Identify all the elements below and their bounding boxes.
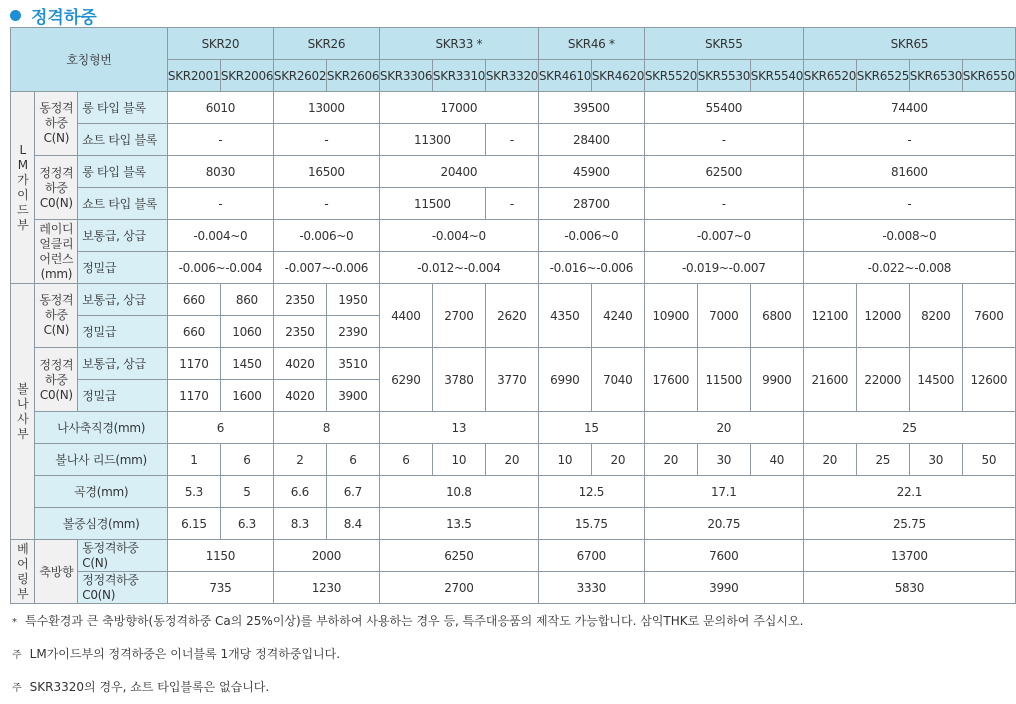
value-cell: 8030	[167, 156, 273, 188]
note-special	[12, 612, 803, 629]
value-cell: 1450	[220, 348, 273, 380]
lm-section-label: LM가이드부	[11, 92, 35, 284]
value-cell: 3510	[326, 348, 379, 380]
value-cell: 20	[591, 444, 644, 476]
value-cell: 6	[220, 444, 273, 476]
value-cell: 6700	[538, 540, 644, 572]
precision-grade-label: 정밀급	[78, 380, 168, 412]
lm-dyn-short-row	[11, 124, 1016, 156]
model-cell: SKR6525	[856, 60, 909, 92]
value-cell: 5	[220, 476, 273, 508]
value-cell: 6010	[167, 92, 273, 124]
lead-label: 볼나사 리드(mm)	[35, 444, 167, 476]
value-cell: -0.012~-0.004	[379, 252, 538, 284]
value-cell: 12.5	[538, 476, 644, 508]
lm-sta-long-row	[11, 156, 1016, 188]
value-cell: 62500	[644, 156, 803, 188]
value-cell: 6.15	[167, 508, 220, 540]
ball-dyn-label: 동정격하중 C(N)	[35, 284, 78, 348]
value-cell: 21600	[803, 348, 856, 412]
value-cell: 7600	[644, 540, 803, 572]
value-cell: -0.006~-0.004	[167, 252, 273, 284]
value-cell: 5.3	[167, 476, 220, 508]
value-cell: 55400	[644, 92, 803, 124]
value-cell: 2350	[273, 284, 326, 316]
model-cell: SKR2602	[273, 60, 326, 92]
normal-grade-label: 보통급, 상급	[78, 284, 168, 316]
root-dia-row	[11, 476, 1016, 508]
normal-grade-label: 보통급, 상급	[78, 220, 168, 252]
note-mark: 주	[12, 683, 22, 694]
model-cell: SKR6550	[962, 60, 1015, 92]
value-cell: 1170	[167, 380, 220, 412]
value-cell: 28700	[538, 188, 644, 220]
value-cell: 1	[167, 444, 220, 476]
value-cell: -0.004~0	[379, 220, 538, 252]
value-cell: 3330	[538, 572, 644, 604]
value-cell: 6	[379, 444, 432, 476]
model-cell: SKR4620	[591, 60, 644, 92]
value-cell: 11500	[697, 348, 750, 412]
shaft-dia-row	[11, 412, 1016, 444]
value-cell: 6	[167, 412, 273, 444]
value-cell: 13	[379, 412, 538, 444]
bullet-icon	[10, 10, 21, 21]
lm-sta-label: 정정격하중 C0(N)	[35, 156, 78, 220]
value-cell: 3900	[326, 380, 379, 412]
value-cell: 6.3	[220, 508, 273, 540]
value-cell: 45900	[538, 156, 644, 188]
value-cell: 13700	[803, 540, 1015, 572]
model-cell: SKR3306	[379, 60, 432, 92]
value-cell: 735	[167, 572, 273, 604]
value-cell: 20.75	[644, 508, 803, 540]
value-cell: 1150	[167, 540, 273, 572]
value-cell: 12600	[962, 348, 1015, 412]
value-cell: 660	[167, 284, 220, 316]
value-cell: 81600	[803, 156, 1015, 188]
value-cell: 39500	[538, 92, 644, 124]
value-cell: -0.007~0	[644, 220, 803, 252]
value-cell: 8.3	[273, 508, 326, 540]
value-cell: 4240	[591, 284, 644, 348]
value-cell: 11300	[379, 124, 485, 156]
value-cell: 10.8	[379, 476, 538, 508]
short-block-label: 쇼트 타입 블록	[78, 124, 168, 156]
bearing-sta-label: 정정격하중 C0(N)	[78, 572, 168, 604]
value-cell: -	[167, 188, 273, 220]
value-cell: 11500	[379, 188, 485, 220]
model-cell: SKR6530	[909, 60, 962, 92]
note-mark: 주	[12, 650, 22, 661]
axial-label: 축방향	[35, 540, 78, 604]
value-cell: 3770	[485, 348, 538, 412]
note-text: 특수환경과 큰 축방향하(동정격하중 Ca의 25%이상)를 부하하여 사용하는 경우 등, 특주대응품의 제작도 가능합니다. 삼익THK로 문의하여 주십시오.	[25, 614, 804, 628]
value-cell: 2000	[273, 540, 379, 572]
value-cell: 860	[220, 284, 273, 316]
value-cell: 6990	[538, 348, 591, 412]
model-cell: SKR4610	[538, 60, 591, 92]
value-cell: -0.006~0	[538, 220, 644, 252]
value-cell: 6250	[379, 540, 538, 572]
value-cell: 74400	[803, 92, 1015, 124]
value-cell: -	[167, 124, 273, 156]
value-cell: 8200	[909, 284, 962, 348]
value-cell: 15	[538, 412, 644, 444]
value-cell: 20	[644, 412, 803, 444]
value-cell: 1950	[326, 284, 379, 316]
lm-rad-precision-row	[11, 252, 1016, 284]
group-header: SKR46 *	[538, 28, 644, 60]
bearing-dyn-row	[11, 540, 1016, 572]
value-cell: 20400	[379, 156, 538, 188]
value-cell: -	[273, 188, 379, 220]
value-cell: -	[273, 124, 379, 156]
value-cell: 2350	[273, 316, 326, 348]
value-cell: 10	[538, 444, 591, 476]
lm-dyn-label: 동정격하중 C(N)	[35, 92, 78, 156]
radial-clearance-label: 레이디얼클리어런스 (mm)	[35, 220, 78, 284]
value-cell: 10900	[644, 284, 697, 348]
lm-dyn-long-row	[11, 92, 1016, 124]
value-cell: -	[485, 188, 538, 220]
lm-rad-normal-row	[11, 220, 1016, 252]
value-cell: 6.6	[273, 476, 326, 508]
precision-grade-label: 정밀급	[78, 316, 168, 348]
value-cell: 6	[326, 444, 379, 476]
value-cell: 6290	[379, 348, 432, 412]
value-cell: 2	[273, 444, 326, 476]
value-cell: -0.008~0	[803, 220, 1015, 252]
value-cell: 30	[909, 444, 962, 476]
value-cell: 1170	[167, 348, 220, 380]
root-dia-label: 곡경(mm)	[35, 476, 167, 508]
bearing-sta-row	[11, 572, 1016, 604]
group-header: SKR33 *	[379, 28, 538, 60]
value-cell: -0.019~-0.007	[644, 252, 803, 284]
model-header: 호칭형번	[11, 28, 168, 92]
pcd-label: 볼중심경(mm)	[35, 508, 167, 540]
note-lm	[12, 645, 340, 662]
normal-grade-label: 보통급, 상급	[78, 348, 168, 380]
model-cell: SKR5520	[644, 60, 697, 92]
asterisk-mark: *	[12, 617, 17, 628]
value-cell: -	[803, 124, 1015, 156]
value-cell: 2700	[432, 284, 485, 348]
value-cell: 17600	[644, 348, 697, 412]
ball-dyn-normal-row	[11, 284, 1016, 316]
model-cell: SKR6520	[803, 60, 856, 92]
value-cell: 3780	[432, 348, 485, 412]
value-cell: 5830	[803, 572, 1015, 604]
value-cell: 7600	[962, 284, 1015, 348]
value-cell: -0.007~-0.006	[273, 252, 379, 284]
precision-grade-label: 정밀급	[78, 252, 168, 284]
value-cell: -	[644, 188, 803, 220]
value-cell: 25.75	[803, 508, 1015, 540]
model-cell: SKR5540	[750, 60, 803, 92]
value-cell: 2700	[379, 572, 538, 604]
group-header: SKR65	[803, 28, 1015, 60]
pcd-row	[11, 508, 1016, 540]
value-cell: 1060	[220, 316, 273, 348]
value-cell: -0.006~0	[273, 220, 379, 252]
value-cell: -	[644, 124, 803, 156]
value-cell: 3990	[644, 572, 803, 604]
value-cell: 660	[167, 316, 220, 348]
lead-row	[11, 444, 1016, 476]
ball-sta-normal-row	[11, 348, 1016, 380]
value-cell: 4400	[379, 284, 432, 348]
group-header: SKR20	[167, 28, 273, 60]
short-block-label: 쇼트 타입 블록	[78, 188, 168, 220]
group-header: SKR55	[644, 28, 803, 60]
note-skr3320	[12, 678, 269, 695]
value-cell: 20	[485, 444, 538, 476]
value-cell: 40	[750, 444, 803, 476]
rating-table-wrap	[10, 27, 1016, 607]
value-cell: 7000	[697, 284, 750, 348]
value-cell: 1230	[273, 572, 379, 604]
model-cell: SKR2606	[326, 60, 379, 92]
value-cell: 7040	[591, 348, 644, 412]
value-cell: 20	[644, 444, 697, 476]
value-cell: 13.5	[379, 508, 538, 540]
value-cell: 17000	[379, 92, 538, 124]
value-cell: -	[485, 124, 538, 156]
value-cell: 16500	[273, 156, 379, 188]
ball-section-label: 볼나사부	[11, 284, 35, 540]
model-cell: SKR3320	[485, 60, 538, 92]
header-row-groups	[11, 28, 1016, 60]
long-block-label: 롱 타입 블록	[78, 92, 168, 124]
long-block-label: 롱 타입 블록	[78, 156, 168, 188]
value-cell: 14500	[909, 348, 962, 412]
value-cell: 4020	[273, 348, 326, 380]
section-title-text: 정격하중	[31, 7, 97, 28]
bearing-dyn-label: 동정격하중 C(N)	[78, 540, 168, 572]
bearing-section-label: 베어링부	[11, 540, 35, 604]
value-cell: 22000	[856, 348, 909, 412]
model-cell: SKR5530	[697, 60, 750, 92]
group-header: SKR26	[273, 28, 379, 60]
value-cell: 25	[856, 444, 909, 476]
model-cell: SKR2006	[220, 60, 273, 92]
section-title	[10, 4, 97, 26]
value-cell: 4350	[538, 284, 591, 348]
shaft-dia-label: 나사축직경(mm)	[35, 412, 167, 444]
note-text: LM가이드부의 정격하중은 이너블록 1개당 정격하중입니다.	[29, 647, 341, 661]
value-cell: -0.016~-0.006	[538, 252, 644, 284]
value-cell: 8.4	[326, 508, 379, 540]
model-cell: SKR2001	[167, 60, 220, 92]
value-cell: 30	[697, 444, 750, 476]
value-cell: 8	[273, 412, 379, 444]
value-cell: 25	[803, 412, 1015, 444]
ball-sta-label: 정정격하중 C0(N)	[35, 348, 78, 412]
value-cell: 6800	[750, 284, 803, 348]
value-cell: 22.1	[803, 476, 1015, 508]
value-cell: 15.75	[538, 508, 644, 540]
value-cell: -	[803, 188, 1015, 220]
lm-sta-short-row	[11, 188, 1016, 220]
value-cell: 50	[962, 444, 1015, 476]
model-cell: SKR3310	[432, 60, 485, 92]
value-cell: 1600	[220, 380, 273, 412]
value-cell: 6.7	[326, 476, 379, 508]
value-cell: 4020	[273, 380, 326, 412]
value-cell: 12000	[856, 284, 909, 348]
value-cell: 28400	[538, 124, 644, 156]
value-cell: 12100	[803, 284, 856, 348]
value-cell: 13000	[273, 92, 379, 124]
value-cell: 2390	[326, 316, 379, 348]
value-cell: -0.022~-0.008	[803, 252, 1015, 284]
value-cell: 2620	[485, 284, 538, 348]
value-cell: 20	[803, 444, 856, 476]
value-cell: -0.004~0	[167, 220, 273, 252]
note-text: SKR3320의 경우, 쇼트 타입블록은 없습니다.	[29, 680, 270, 694]
rating-table	[10, 27, 1016, 604]
value-cell: 17.1	[644, 476, 803, 508]
value-cell: 9900	[750, 348, 803, 412]
value-cell: 10	[432, 444, 485, 476]
